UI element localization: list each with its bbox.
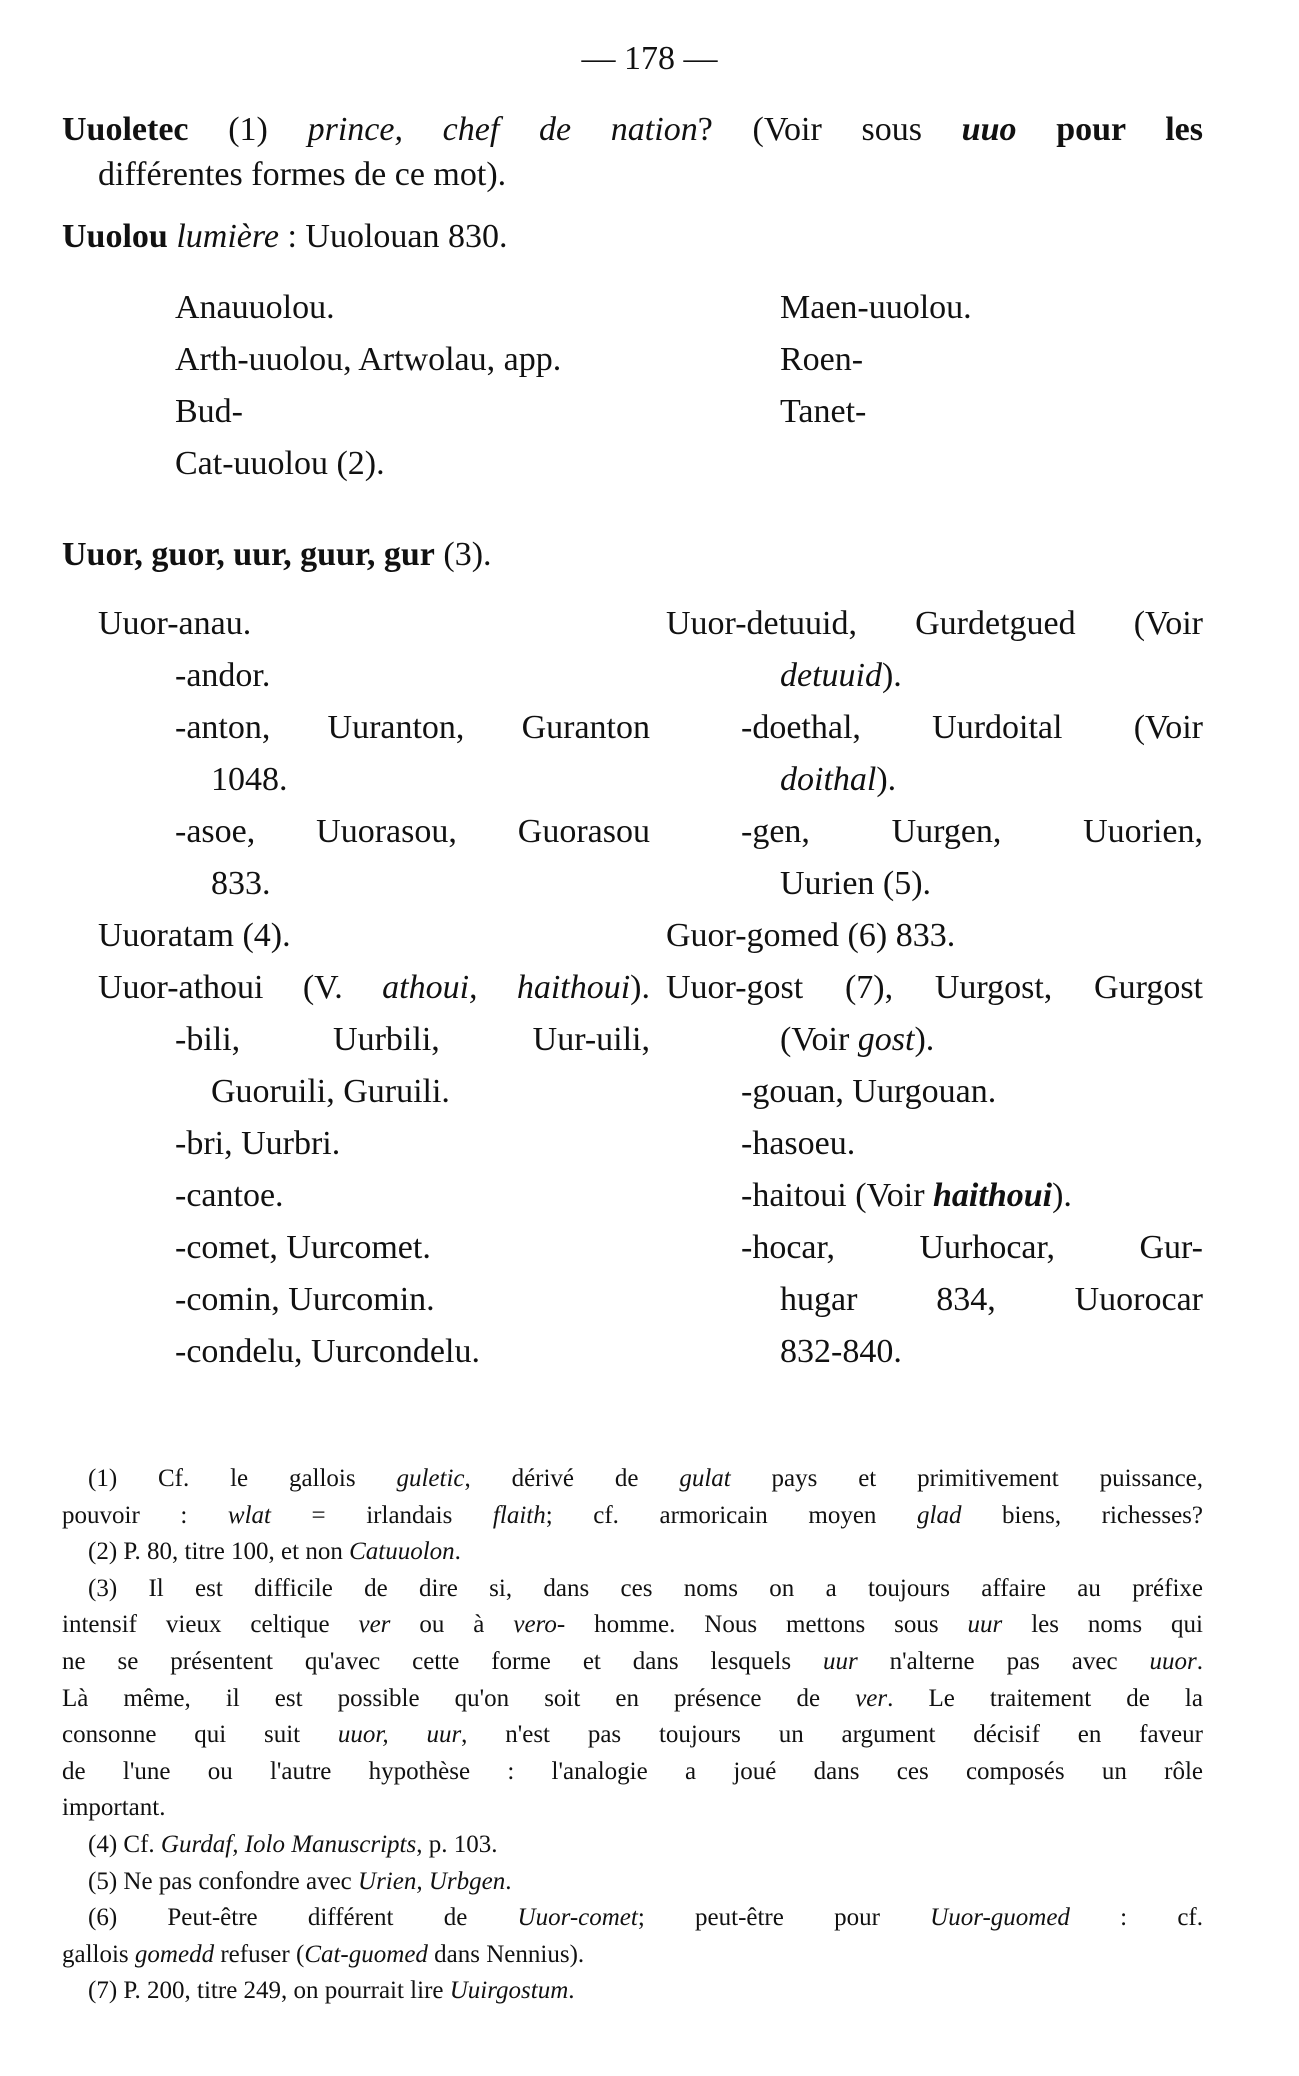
entry-line [98,155,506,195]
italic-text: doithal [780,761,877,798]
text-segment: -gen, Uurgen, Uuorien, [741,813,1203,850]
text-segment: dans Nennius). [427,1940,585,1968]
text-segment: Guor-gomed (6) 833. [666,917,956,954]
text-segment: (2) P. 80, titre 100, et non [88,1538,350,1566]
text-segment: . [568,1977,575,2005]
list-item-right [780,392,866,432]
footnote-line [62,1719,1203,1751]
text-segment: -gouan, Uurgouan. [741,1073,997,1110]
text-segment: Uuor-detuuid, Gurdetgued (Voir [666,605,1203,642]
text-segment: important. [62,1794,166,1822]
left-column-line [175,1228,431,1268]
left-column-line [98,968,650,1008]
footnote-line [62,1500,1203,1532]
text-segment: Uurien (5). [780,865,932,902]
left-column-line [175,708,650,748]
right-column-line [780,656,902,696]
list-item-right [780,340,863,380]
text-segment: . Le traitement de la [887,1684,1203,1712]
text-segment: Tanet- [780,393,867,430]
list-item-right [780,288,972,328]
italic-text: lumière [176,218,279,255]
text-segment: (3). [434,536,492,573]
italic-text: uur [967,1611,1003,1639]
italic-text: gomedd [134,1940,215,1968]
text-segment: ne se présentent qu'avec cette forme et dans lesquels [62,1648,823,1675]
right-column-line [741,1228,1203,1268]
text-segment: (Voir [780,1021,858,1058]
text-segment: 832-840. [780,1333,902,1370]
text-segment: pouvoir : [62,1501,228,1529]
text-segment: Uuor-gost (7), Uurgost, Gurgost [666,969,1203,1006]
text-segment: : Uuolouan 830. [278,218,508,255]
text-segment: (1) [188,111,308,148]
text-segment: Anauuolou. [175,289,335,326]
italic-text: athoui, haithoui [382,969,631,1006]
text-segment: . [1196,1648,1203,1675]
text-segment: ). [1052,1177,1072,1214]
text-segment: gallois [62,1940,135,1968]
footnote-line [88,1866,511,1898]
italic-text: flaith [492,1501,546,1529]
italic-text: vero- [513,1611,566,1639]
footnote-line [62,1939,584,1971]
text-segment: ). [876,761,897,798]
text-segment: -comin, Uurcomin. [175,1281,435,1318]
text-segment: refuser ( [214,1940,305,1968]
text-segment: Guoruili, Guruili. [211,1073,450,1110]
text-segment: Maen-uuolou. [780,289,972,326]
right-column-line [741,708,1203,748]
text-segment: (4) Cf. [88,1831,161,1858]
text-segment: (3) Il est difficile de dire si, dans ces noms on a toujours affaire au préfixe [88,1574,1203,1602]
left-column-line [211,760,288,800]
text-segment: n'alterne pas avec [857,1648,1150,1675]
text-segment: Uuor-athoui (V. [98,969,383,1006]
text-segment: intensif vieux celtique [62,1611,359,1639]
text-segment: (7) P. 200, titre 249, on pourrait lire [88,1977,450,2005]
list-item [175,392,243,432]
right-column-line [741,1072,996,1112]
text-segment: Bud- [175,393,243,430]
italic-text: prince, chef de nation [307,111,698,148]
list-item [175,444,385,484]
italic-text: ver [358,1611,391,1639]
italic-text: detuuid [780,657,882,694]
text-segment: Roen- [780,341,864,378]
text-segment: -asoe, Uuorasou, Guorasou [175,813,650,850]
italic-text: wlat [227,1501,271,1529]
italic-text: glad [917,1501,962,1529]
text-segment: -hocar, Uurhocar, Gur- [741,1229,1203,1266]
text-segment: Arth-uuolou, Artwolau, app. [175,341,562,378]
footnote-line [62,1646,1203,1678]
bold-text: Uuor, guor, uur, guur, gur [62,536,435,573]
italic-text: gulat [679,1465,731,1492]
right-column-line [666,968,1203,1008]
text-segment: (1) Cf. le gallois [88,1465,397,1492]
entry-line [62,110,1203,150]
left-column-line [175,812,650,852]
text-segment: ). [914,1021,935,1058]
bold-text: Uuoletec [62,111,189,148]
footnote-line [62,1756,1203,1788]
text-segment: (5) Ne pas confondre avec [88,1867,359,1895]
italic-text: Catuuolon [349,1538,455,1566]
text-segment: ). [881,657,902,694]
left-column-line [175,1332,480,1372]
footnote-line [62,1792,165,1824]
text-segment: -hasoeu. [741,1125,856,1162]
italic-text: uuo [961,111,1017,148]
footnote-line [88,1975,575,2007]
italic-text: ver [855,1684,888,1712]
right-column-line [741,1176,1072,1216]
text-segment: de l'une ou l'autre hypothèse : l'analogie a joué dans ces composés un rôle [62,1757,1203,1785]
italic-text: Gurdaf, Iolo Manuscripts [160,1831,417,1858]
footnote-line [88,1829,497,1861]
text-segment: ou à [390,1611,514,1639]
text-segment: les noms qui [1002,1611,1203,1639]
text-segment: -bili, Uurbili, Uur-uili, [175,1021,650,1058]
italic-text: Uuor-guomed [930,1904,1070,1932]
footnote-line [62,1683,1203,1715]
text-segment: consonne qui suit [62,1721,338,1749]
text-segment: Cat-uuolou (2). [175,445,385,482]
italic-text: Uuirgostum [449,1977,569,2005]
list-item [175,288,335,328]
text-segment: (6) Peut-être différent de [88,1904,518,1932]
left-column-line [211,864,271,904]
right-column-line [780,1280,1203,1320]
italic-text: guletic [396,1465,465,1492]
right-column-line [666,604,1203,644]
left-column-line [175,1020,650,1060]
text-segment: -comet, Uurcomet. [175,1229,431,1266]
text-segment: -anton, Uuranton, Guranton [175,709,650,746]
text-segment: = irlandais [270,1501,493,1529]
text-segment: -condelu, Uurcondelu. [175,1333,480,1370]
text-segment: 833. [211,865,271,902]
text-segment: -haitoui (Voir [741,1177,934,1214]
footnote-line [88,1902,1203,1934]
left-column-line [175,1176,284,1216]
footnote-line [88,1573,1203,1605]
text-segment: , dérivé de [464,1465,680,1492]
bold-text: pour les [1016,111,1203,148]
italic-text: uur [822,1648,858,1675]
text-segment: -cantoe. [175,1177,284,1214]
text-segment: Là même, il est possible qu'on soit en présence de [62,1684,856,1712]
right-column-line [780,864,931,904]
text-segment: Uuor-anau. [98,605,252,642]
left-column-line [175,1280,435,1320]
text-segment: ? (Voir sous [697,111,962,148]
text-segment: . [505,1867,512,1895]
text-segment: pays et primitivement puissance, [730,1465,1204,1492]
text-segment: -bri, Uurbri. [175,1125,341,1162]
text-segment: Uuoratam (4). [98,917,291,954]
italic-text: Cat-guomed [304,1940,428,1968]
text-segment: -andor. [175,657,271,694]
text-segment: différentes formes de ce mot). [98,156,507,193]
text-segment: ; peut-être pour [637,1904,931,1932]
text-segment: , p. 103. [416,1831,498,1858]
bold-text: Uuolou [62,218,168,255]
left-column-line [175,656,270,696]
italic-text: haithoui [933,1177,1053,1214]
right-column-line [666,916,955,956]
right-column-line [780,1332,902,1372]
italic-text: uuor, uur [337,1721,462,1749]
text-segment: ; cf. armoricain moyen [545,1501,918,1529]
footnote-line [88,1463,1203,1495]
italic-text: Urien, Urbgen [358,1867,506,1895]
entry-heading [62,535,492,575]
left-column-line [175,1124,340,1164]
text-segment: homme. Nous mettons sous [565,1611,968,1639]
right-column-line [741,812,1203,852]
italic-text: uuor [1149,1648,1197,1675]
right-column-line [741,1124,855,1164]
page-number: — 178 — [581,40,718,77]
italic-text: gost [857,1021,915,1058]
text-segment: . [454,1538,461,1566]
footnote-line [62,1609,1203,1641]
left-column-line [98,916,291,956]
text-segment: -doethal, Uurdoital (Voir [741,709,1203,746]
text-segment: , n'est pas toujours un argument décisif en faveur [461,1721,1203,1749]
right-column-line [780,1020,934,1060]
text-segment: hugar 834, Uuorocar [780,1281,1203,1318]
text-segment: : cf. [1069,1904,1204,1932]
text-segment: ). [630,969,650,1006]
text-segment: biens, richesses? [961,1501,1204,1529]
right-column-line [780,760,896,800]
italic-text: Uuor-comet [517,1904,638,1932]
text-segment: 1048. [211,761,288,798]
footnote-line [88,1536,461,1568]
entry-line [62,217,507,257]
left-column-line [211,1072,450,1112]
left-column-line [98,604,251,644]
list-item [175,340,561,380]
